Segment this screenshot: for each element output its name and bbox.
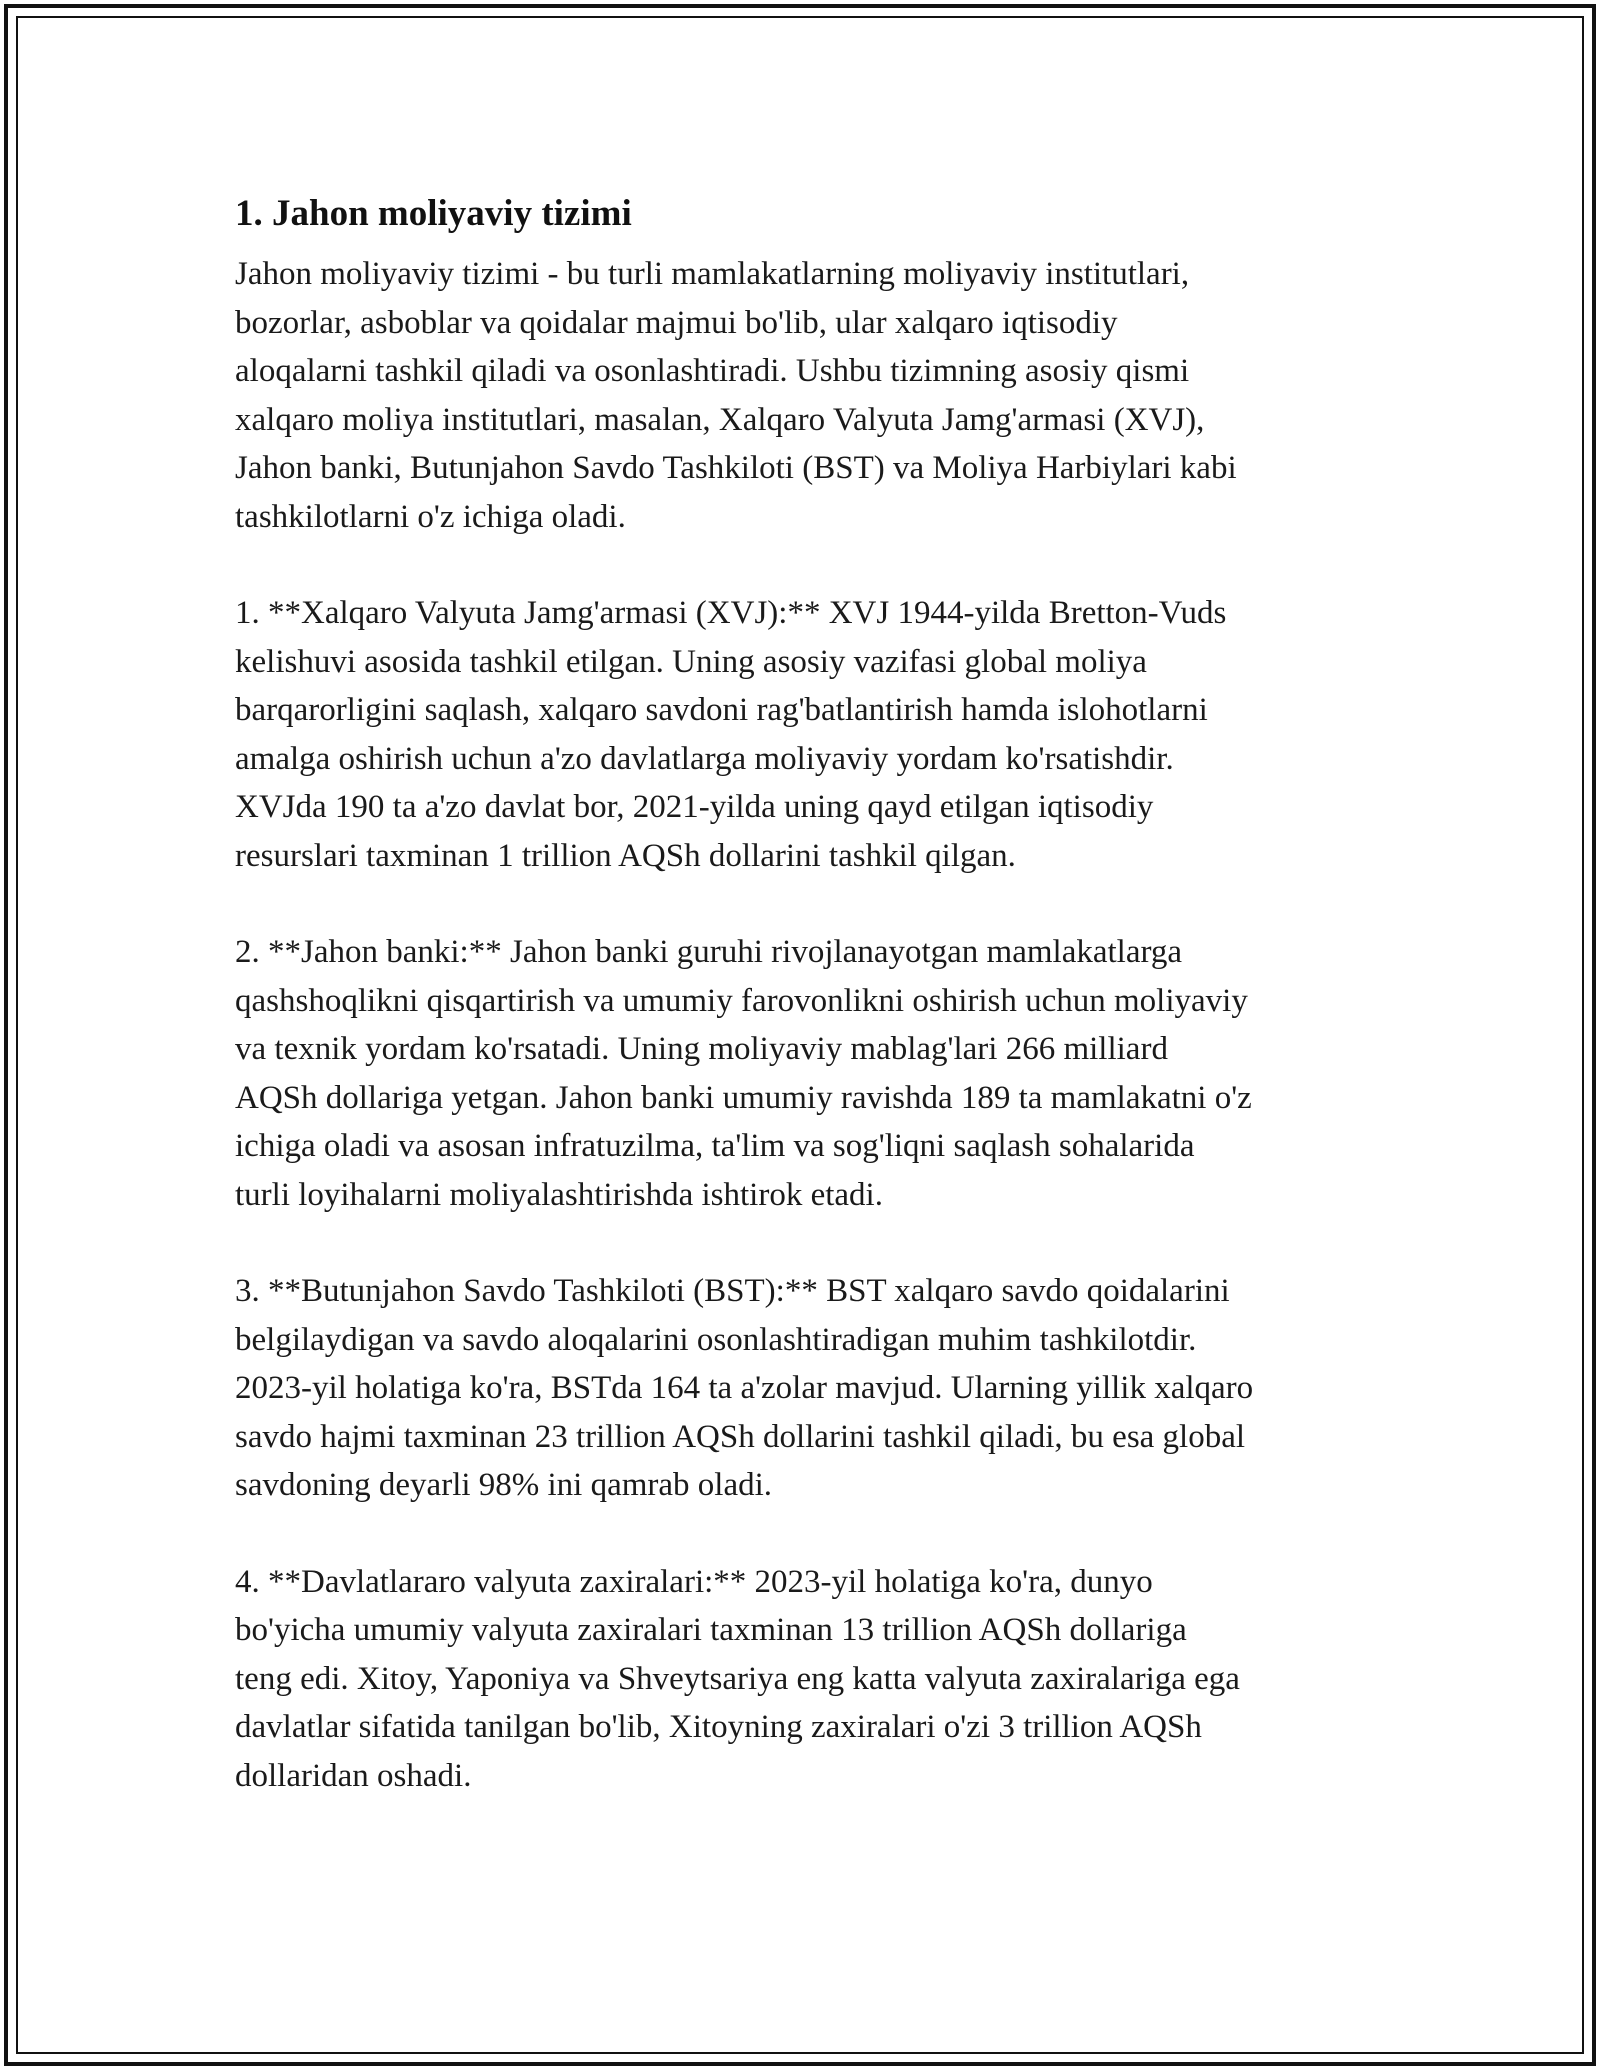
- document-body: [235, 188, 1385, 1848]
- text-line: tashkilotlarni o'z ichiga oladi.: [235, 498, 626, 535]
- text-line: dollaridan oshadi.: [235, 1757, 472, 1794]
- text-line: belgilaydigan va savdo aloqalarini osonlashtiradigan muhim tashkilotdir.: [235, 1321, 1197, 1358]
- text-line: Jahon banki, Butunjahon Savdo Tashkiloti (BST) va Moliya Harbiylari kabi: [235, 450, 1237, 486]
- text-line: 3. **Butunjahon Savdo Tashkiloti (BST):** BST xalqaro savdo qoidalarini: [235, 1273, 1230, 1309]
- text-line: resurslari taxminan 1 trillion AQSh dollarini tashkil qilgan.: [235, 837, 1016, 874]
- text-line: AQSh dollariga yetgan. Jahon banki umumiy ravishda 189 ta mamlakatni o'z: [235, 1079, 1252, 1116]
- text-line: va texnik yordam ko'rsatadi. Uning moliyaviy mablag'lari 266 milliard: [235, 1031, 1168, 1067]
- text-line: bozorlar, asboblar va qoidalar majmui bo'lib, ular xalqaro iqtisodiy: [235, 304, 1118, 341]
- text-line: aloqalarni tashkil qiladi va osonlashtiradi. Ushbu tizimning asosiy qismi: [235, 353, 1190, 389]
- text-line: 2023-yil holatiga ko'ra, BSTda 164 ta a'zolar mavjud. Ularning yillik xalqaro: [235, 1370, 1254, 1406]
- text-line: 2. **Jahon banki:** Jahon banki guruhi rivojlanayotgan mamlakatlarga: [235, 934, 1183, 970]
- text-line: ichiga oladi va asosan infratuzilma, ta'lim va sog'liqni saqlash sohalarida: [235, 1128, 1195, 1164]
- text-line: teng edi. Xitoy, Yaponiya va Shveytsariya eng katta valyuta zaxiralariga ega: [235, 1660, 1240, 1697]
- imf-paragraph: [235, 589, 1385, 880]
- reserves-paragraph: [235, 1558, 1385, 1801]
- section-heading: 1. Jahon moliyaviy tizimi: [235, 193, 632, 234]
- text-line: savdo hajmi taxminan 23 trillion AQSh dollarini tashkil qiladi, bu esa global: [235, 1418, 1246, 1455]
- wto-paragraph: [235, 1267, 1385, 1510]
- text-line: bo'yicha umumiy valyuta zaxiralari taxminan 13 trillion AQSh dollariga: [235, 1612, 1187, 1648]
- text-line: xalqaro moliya institutlari, masalan, Xalqaro Valyuta Jamg'armasi (XVJ),: [235, 401, 1205, 438]
- text-line: 4. **Davlatlararo valyuta zaxiralari:** 2023-yil holatiga ko'ra, dunyo: [235, 1563, 1153, 1600]
- text-line: Jahon moliyaviy tizimi - bu turli mamlakatlarning moliyaviy institutlari,: [235, 256, 1190, 292]
- text-line: qashshoqlikni qisqartirish va umumiy farovonlikni oshirish uchun moliyaviy: [235, 982, 1248, 1019]
- text-line: davlatlar sifatida tanilgan bo'lib, Xitoyning zaxiralari o'zi 3 trillion AQSh: [235, 1709, 1202, 1745]
- text-line: 1. **Xalqaro Valyuta Jamg'armasi (XVJ):** XVJ 1944-yilda Bretton-Vuds: [235, 595, 1227, 631]
- text-line: savdoning deyarli 98% ini qamrab oladi.: [235, 1467, 773, 1503]
- text-line: kelishuvi asosida tashkil etilgan. Uning asosiy vazifasi global moliya: [235, 643, 1147, 680]
- text-line: turli loyihalarni moliyalashtirishda ishtirok etadi.: [235, 1176, 883, 1213]
- text-line: XVJda 190 ta a'zo davlat bor, 2021-yilda uning qayd etilgan iqtisodiy: [235, 789, 1154, 825]
- text-line: amalga oshirish uchun a'zo davlatlarga moliyaviy yordam ko'rsatishdir.: [235, 740, 1174, 777]
- text-line: barqarorligini saqlash, xalqaro savdoni rag'batlantirish hamda islohotlarni: [235, 692, 1208, 728]
- intro-paragraph: [235, 250, 1385, 541]
- world-bank-paragraph: [235, 928, 1385, 1219]
